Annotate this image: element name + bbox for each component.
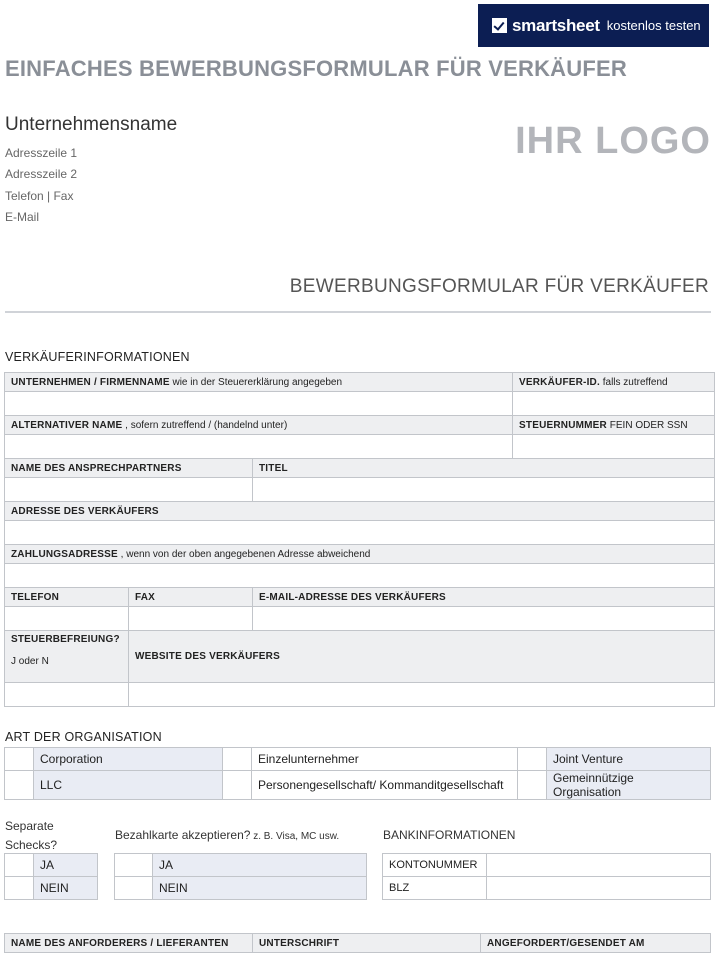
llc-checkbox[interactable]: [5, 771, 34, 800]
org-option-llc: LLC: [34, 771, 223, 800]
org-type-table: [4, 747, 711, 800]
separate-checks-label-1: Separate: [5, 819, 54, 833]
contact-header: NAME DES ANSPRECHPARTNERS: [5, 459, 253, 478]
org-option-nonprofit: Gemeinnützige Organisation: [547, 771, 711, 800]
partnership-checkbox[interactable]: [223, 771, 252, 800]
logo-placeholder: IHR LOGO: [515, 120, 711, 162]
corporation-checkbox[interactable]: [5, 748, 34, 771]
vendor-address-header: ADRESSE DES VERKÄUFERS: [5, 502, 715, 521]
form-title: BEWERBUNGSFORMULAR FÜR VERKÄUFER: [289, 276, 709, 297]
requester-header: NAME DES ANFORDERERS / LIEFERANTEN: [5, 934, 253, 953]
requester-table: [4, 933, 711, 953]
phone-header: TELEFON: [5, 588, 129, 607]
vendor-id-header: VERKÄUFER-ID. falls zutreffend: [513, 373, 715, 392]
vendor-address-field[interactable]: [5, 521, 715, 545]
phone-fax-line: Telefon | Fax: [5, 189, 74, 203]
fax-field[interactable]: [129, 607, 253, 631]
website-field[interactable]: [129, 683, 715, 707]
separate-checks-label-2: Schecks?: [5, 838, 58, 852]
alt-name-field[interactable]: [5, 435, 513, 459]
fax-header: FAX: [129, 588, 253, 607]
tax-exempt-field[interactable]: [5, 683, 129, 707]
pay-card-no-label: NEIN: [153, 877, 367, 900]
banner-brand: smartsheet: [512, 15, 600, 35]
title-divider: [5, 311, 711, 313]
separate-checks-no-label: NEIN: [34, 877, 98, 900]
separate-checks-no-checkbox[interactable]: [5, 877, 34, 900]
email-line: E-Mail: [5, 210, 40, 224]
account-number-field[interactable]: [487, 854, 711, 877]
pay-card-label: Bezahlkarte akzeptieren? z. B. Visa, MC usw.: [115, 828, 340, 842]
vendor-id-field[interactable]: [513, 392, 715, 416]
address-line-1: Adresszeile 1: [5, 146, 78, 160]
smartsheet-banner[interactable]: [478, 4, 709, 47]
joint-venture-checkbox[interactable]: [518, 748, 547, 771]
vendor-info-table: [4, 372, 715, 707]
bank-info-heading: BANKINFORMATIONEN: [383, 828, 516, 842]
website-header: WEBSITE DES VERKÄUFERS: [129, 631, 715, 683]
nonprofit-checkbox[interactable]: [518, 771, 547, 800]
phone-field[interactable]: [5, 607, 129, 631]
pay-card-yes-checkbox[interactable]: [115, 854, 153, 877]
org-option-partnership: Personengesellschaft/ Kommanditgesellschaft: [252, 771, 518, 800]
separate-checks-table: [4, 853, 98, 900]
smartsheet-logo-icon: [492, 18, 507, 33]
date-header: ANGEFORDERT/GESENDET AM: [481, 934, 711, 953]
banner-cta[interactable]: kostenlos testen: [606, 18, 701, 33]
tax-number-header: STEUERNUMMER FEIN ODER SSN: [513, 416, 715, 435]
vendor-info-heading: VERKÄUFERINFORMATIONEN: [5, 350, 190, 364]
org-option-joint-venture: Joint Venture: [547, 748, 711, 771]
email-header: E-MAIL-ADRESSE DES VERKÄUFERS: [253, 588, 715, 607]
separate-checks-yes-label: JA: [34, 854, 98, 877]
tax-number-field[interactable]: [513, 435, 715, 459]
page-title: EINFACHES BEWERBUNGSFORMULAR FÜR VERKÄUFER: [5, 56, 627, 81]
blz-field[interactable]: [487, 877, 711, 900]
company-name-header: UNTERNEHMEN / FIRMENNAME wie in der Steuererklärung angegeben: [5, 373, 513, 392]
separate-checks-yes-checkbox[interactable]: [5, 854, 34, 877]
title-field[interactable]: [253, 478, 715, 502]
org-option-corporation: Corporation: [34, 748, 223, 771]
billing-address-field[interactable]: [5, 564, 715, 588]
pay-card-no-checkbox[interactable]: [115, 877, 153, 900]
signature-header: UNTERSCHRIFT: [253, 934, 481, 953]
address-line-2: Adresszeile 2: [5, 167, 78, 181]
org-type-heading: ART DER ORGANISATION: [5, 730, 162, 744]
company-name: Unternehmensname: [5, 114, 178, 135]
company-name-field[interactable]: [5, 392, 513, 416]
tax-exempt-header: STEUERBEFREIUNG? J oder N: [5, 631, 129, 683]
billing-address-header: ZAHLUNGSADRESSE , wenn von der oben angegebenen Adresse abweichend: [5, 545, 715, 564]
contact-field[interactable]: [5, 478, 253, 502]
pay-card-table: [114, 853, 367, 900]
bank-info-table: [382, 853, 711, 900]
org-option-sole-proprietor: Einzelunternehmer: [252, 748, 518, 771]
title-header: TITEL: [253, 459, 715, 478]
pay-card-yes-label: JA: [153, 854, 367, 877]
blz-label: BLZ: [383, 877, 487, 900]
email-field[interactable]: [253, 607, 715, 631]
sole-proprietor-checkbox[interactable]: [223, 748, 252, 771]
alt-name-header: ALTERNATIVER NAME , sofern zutreffend / (handelnd unter): [5, 416, 513, 435]
account-number-label: KONTONUMMER: [383, 854, 487, 877]
